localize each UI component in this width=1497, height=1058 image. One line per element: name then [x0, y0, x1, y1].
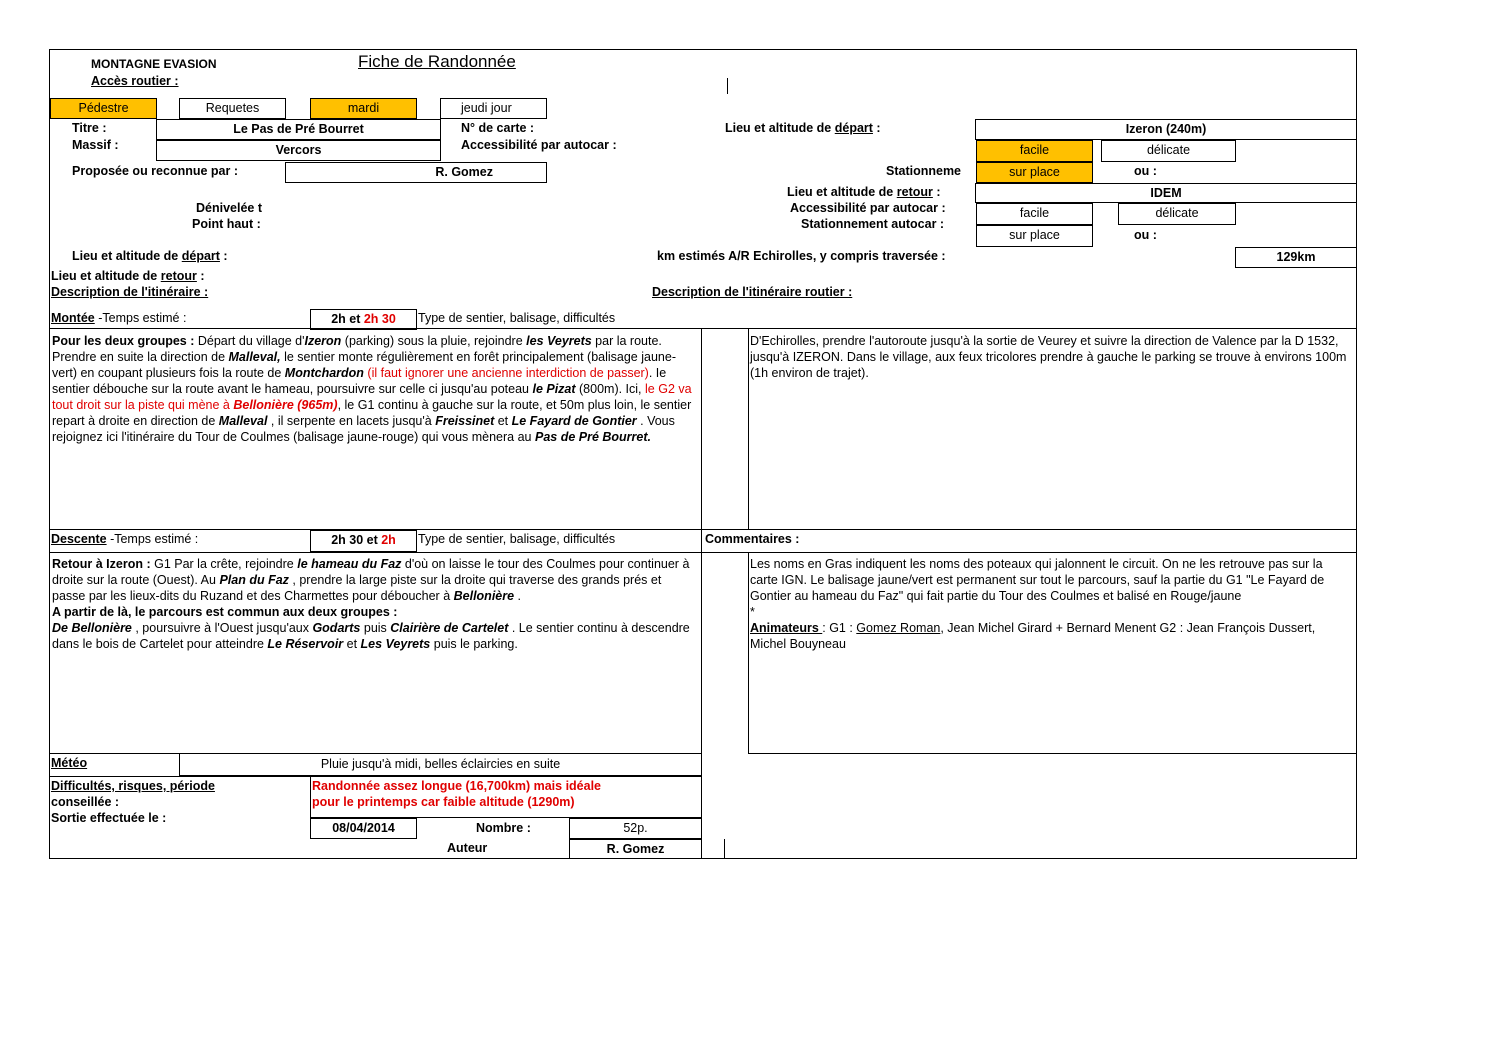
auteur-value[interactable]: R. Gomez	[569, 839, 702, 859]
montee-type-label: Type de sentier, balisage, difficultés	[418, 311, 616, 325]
right-lieu-retour-label: Lieu et altitude de retour :	[787, 185, 941, 199]
description-label: Description de l'itinéraire :	[51, 285, 209, 299]
meteo-value[interactable]: Pluie jusqu'à midi, belles éclaircies en suite	[179, 753, 702, 776]
divider	[310, 776, 311, 818]
parking-sur-place-cell[interactable]: sur place	[976, 162, 1093, 183]
carte-label: N° de carte :	[461, 121, 535, 135]
difficultes-value-2: pour le printemps car faible altitude (1290m)	[312, 795, 575, 809]
nombre-label: Nombre :	[476, 821, 531, 835]
divider	[748, 329, 749, 529]
km-value[interactable]: 129km	[1235, 247, 1357, 268]
proposee-value[interactable]: R. Gomez	[285, 162, 547, 183]
divider	[724, 839, 725, 859]
routier-description: D'Echirolles, prendre l'autoroute jusqu'à la sortie de Veurey et suivre la direction de Valence par la D 1532, jusqu'à IZERON. Dans le village, aux feux tricolores prendre à gauche le parking se trouve à environs 100m (1h environ de trajet).	[750, 334, 1347, 380]
auteur-label: Auteur	[447, 841, 488, 855]
descente-label: Descente -Temps estimé :	[51, 532, 199, 546]
divider	[701, 329, 702, 859]
autocar-facile-cell[interactable]: facile	[976, 203, 1093, 225]
day-mardi-cell[interactable]: mardi	[310, 98, 417, 119]
ou2-label: ou :	[1134, 228, 1157, 242]
autocar-sur-place-cell[interactable]: sur place	[976, 225, 1093, 247]
descente-description: Retour à Izeron : G1 Par la crête, rejoindre le hameau du Faz d'où on laisse le tour des Coulmes pour continuer à droite sur la route (Ouest). Au Plan du Faz , prendre la large piste sur la droite qui traverse des grands prés et passe par les lieux-dits du Ruzand et des Charmettes pour déboucher à Bellonière . A partir de là, le parcours est commun aux deux groupes : De Bellonière , poursuivre à l'Ouest jusqu'aux Godarts puis Clairière de Cartelet . Le sentier continu à descendre dans le bois de Cartelet pour atteindre Le Réservoir et Les Veyrets puis le parking.	[52, 557, 690, 651]
accessibilite-label: Accessibilité par autocar :	[461, 138, 617, 152]
montee-time[interactable]: 2h et 2h 30	[310, 309, 417, 330]
right-lieu-depart-value[interactable]: Izeron (240m)	[975, 119, 1357, 140]
sortie-date[interactable]: 08/04/2014	[310, 818, 417, 839]
right-lieu-depart-label: Lieu et altitude de départ :	[725, 121, 881, 135]
difficulty-facile-cell[interactable]: facile	[976, 140, 1093, 162]
nombre-value[interactable]: 52p.	[569, 818, 702, 839]
divider	[748, 753, 1357, 754]
autocar-delicate-cell[interactable]: délicate	[1118, 203, 1236, 225]
text-cursor	[727, 78, 728, 94]
km-label: km estimés A/R Echirolles, y compris traversée :	[657, 249, 946, 263]
massif-value[interactable]: Vercors	[156, 140, 441, 161]
difficultes-value-1: Randonnée assez longue (16,700km) mais idéale	[312, 779, 602, 793]
type-pedestre-cell[interactable]: Pédestre	[50, 98, 157, 119]
page-title: Fiche de Randonnée	[358, 52, 516, 71]
descente-time[interactable]: 2h 30 et 2h	[310, 530, 417, 552]
stationnement-label: Stationneme	[886, 164, 962, 178]
right-lieu-retour-value[interactable]: IDEM	[975, 183, 1357, 203]
montee-description: Pour les deux groupes : Départ du village d'Izeron (parking) sous la pluie, rejoindre les Veyrets par la route. Prendre en suite la direction de Malleval, le sentier monte régulièrement en forêt principalement (balisage jaune-vert) en coupant plusieurs fois la route de Montchardon (il faut ignorer une ancienne interdiction de passer). Ie sentier débouche sur la route avant le hameau, poursuivre sur celle ci jusqu'au poteau le Pizat (800m). Ici, le G2 va tout droit sur la piste qui mène à Bellonière (965m), le G1 continu à gauche sur la route, et 50m plus loin, le sentier repart à droite en direction de Malleval , il serpente en lacets jusqu'à Freissinet et Le Fayard de Gontier . Vous rejoignez ici l'itinéraire du Tour de Coulmes (balisage jaune-rouge) qui vous mènera au Pas de Pré Bourret.	[52, 334, 692, 444]
commentaires-label: Commentaires :	[705, 532, 800, 546]
desc-routier-label: Description de l'itinéraire routier :	[652, 285, 853, 299]
acces-routier-label: Accès routier :	[91, 74, 179, 88]
form-frame	[49, 49, 1357, 859]
ou-label: ou :	[1134, 164, 1157, 178]
meteo-label: Météo	[51, 756, 88, 770]
point-haut-label: Point haut :	[192, 217, 261, 231]
requetes-cell[interactable]: Requetes	[179, 98, 286, 119]
sortie-label: Sortie effectuée le :	[51, 811, 167, 825]
day-jeudi-cell[interactable]: jeudi jour	[440, 98, 547, 119]
lieu-depart-label: Lieu et altitude de départ :	[72, 249, 228, 263]
divider	[49, 328, 1357, 329]
denivelee-label: Dénivelée t	[196, 201, 263, 215]
massif-label: Massif :	[72, 138, 119, 152]
lieu-retour-label: Lieu et altitude de retour :	[51, 269, 205, 283]
stationnement-autocar-label: Stationnement autocar :	[801, 217, 945, 231]
montee-label: Montée -Temps estimé :	[51, 311, 187, 325]
proposee-label: Proposée ou reconnue par :	[72, 164, 239, 178]
divider	[748, 553, 749, 753]
difficultes-label: Difficultés, risques, période	[51, 779, 215, 793]
descente-type-label: Type de sentier, balisage, difficultés	[418, 532, 616, 546]
divider	[49, 776, 702, 777]
org-name: MONTAGNE EVASION	[91, 57, 217, 71]
difficulty-delicate-cell[interactable]: délicate	[1101, 140, 1236, 162]
divider	[49, 552, 1357, 553]
commentaires-text: Les noms en Gras indiquent les noms des poteaux qui jalonnent le circuit. On ne les retrouve pas sur la carte IGN. Le balisage jaune/vert est permanent sur tout le parcours, sauf la partie du G1 "Le Fayard de Gontier au hameau du Faz" qui fait partie du Tour des Coulmes et balisé en Rouge/jaune * Animateurs : G1 : Gomez Roman, Jean Michel Girard + Bernard Menent G2 : Jean François Dussert, Michel Bouyneau	[750, 557, 1325, 651]
right-accessibilite-label: Accessibilité par autocar :	[790, 201, 946, 215]
divider	[49, 529, 1357, 530]
titre-label: Titre :	[72, 121, 107, 135]
conseillee-label: conseillée :	[51, 795, 120, 809]
titre-value[interactable]: Le Pas de Pré Bourret	[156, 119, 441, 140]
